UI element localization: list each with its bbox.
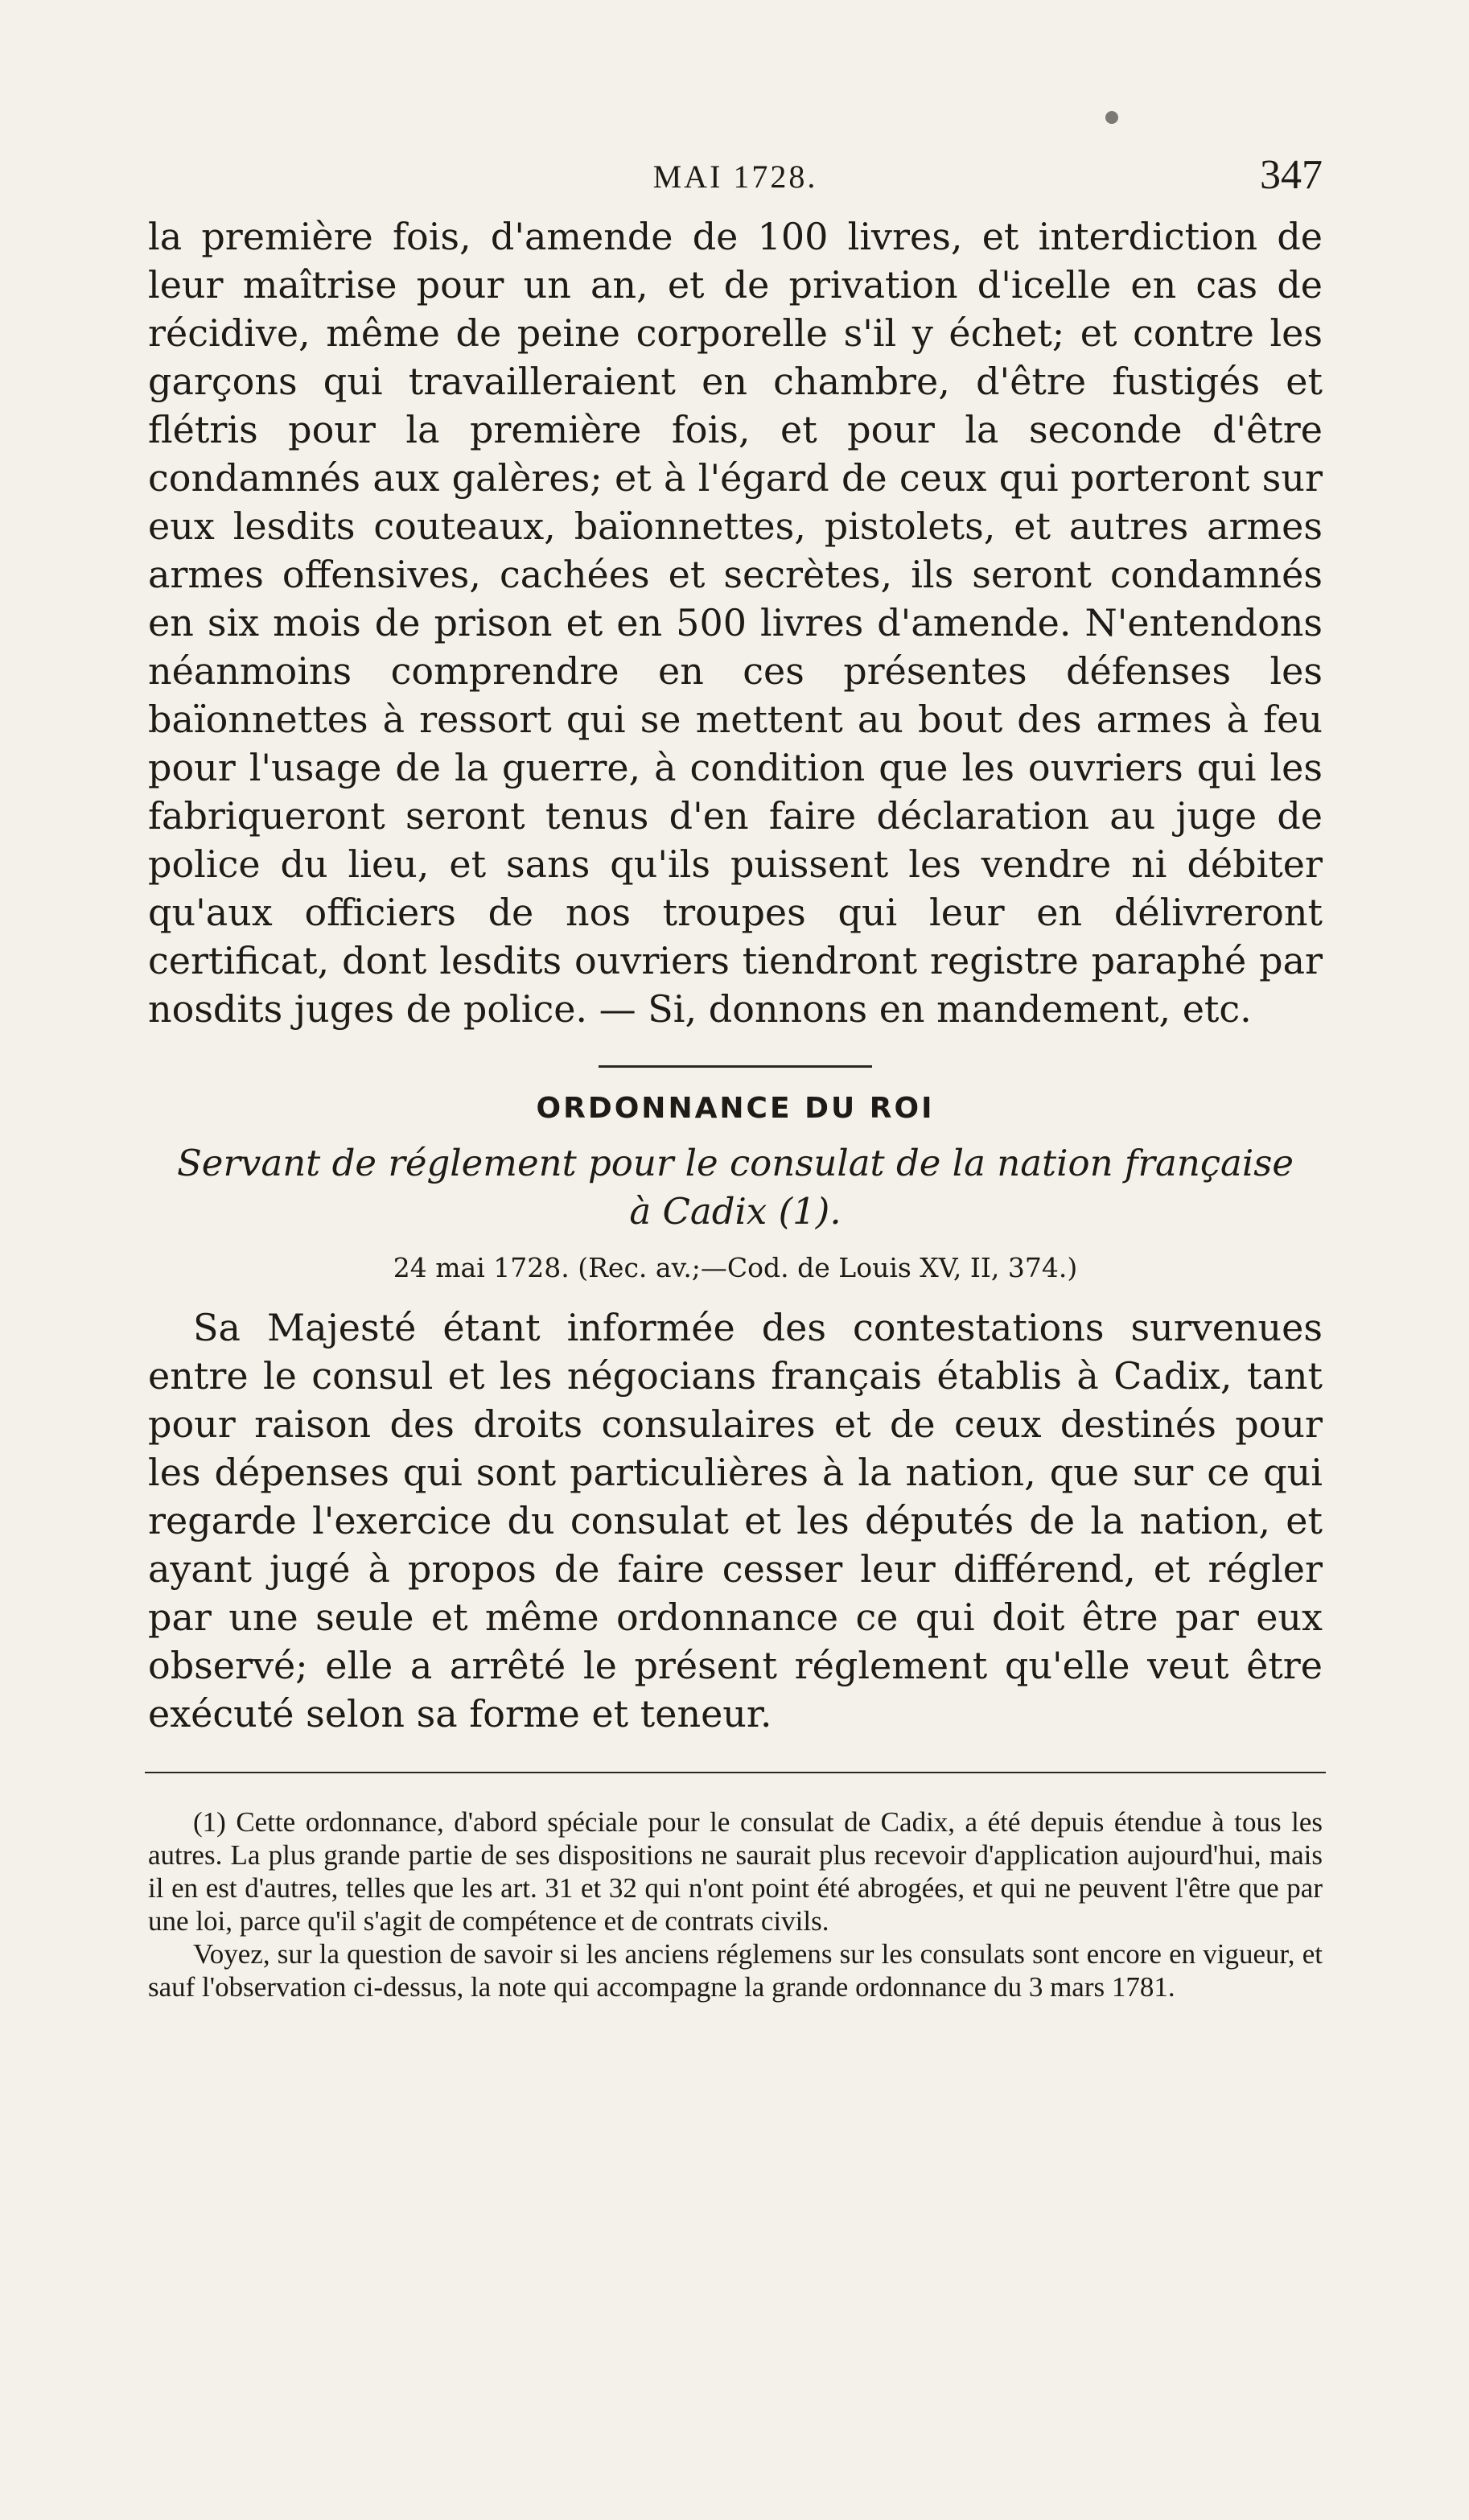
- ordinance-citation: 24 mai 1728. (Rec. av.;—Cod. de Louis XV, II, 374.): [393, 1252, 1078, 1283]
- ordinance-preamble: Sa Majesté étant informée des contestations survenues entre le consul et les négocians français établis à Cadix, tant pour raison des droits consulaires et de ceux destinés pour les dépenses qui sont particulières à la nation, que sur ce qui regarde l'exercice du consulat et les députés de la nation, et ayant jugé à propos de faire cesser leur différend, et régler par une seule et même ordonnance ce qui doit être par eux observé; elle a arrêté le présent réglement qu'elle veut être exécuté selon sa forme et teneur.: [148, 1306, 1323, 1736]
- running-title: MAI 1728.: [652, 159, 818, 195]
- ink-spot: [1105, 111, 1118, 124]
- footnotes: [148, 1806, 1323, 2003]
- ordinance-subtitle: Servant de réglement pour le consulat de la nation française à Cadix (1).: [176, 1142, 1294, 1233]
- continued-paragraph: la première fois, d'amende de 100 livres, et interdiction de leur maîtrise pour un an, et de privation d'icelle en cas de récidive, même de peine corporelle s'il y échet; et contre les garçons qui travailleraient en chambre, d'être fustigés et flétris pour la première fois, et pour la seconde d'être condamnés aux galères; et à l'égard de ceux qui porteront sur eux lesdits couteaux, baïonnettes, pistolets, et autres armes armes offensives, cachées et secrètes, ils seront condamnés en six mois de prison et en 500 livres d'amende. N'entendons néanmoins comprendre en ces présentes défenses les baïonnettes à ressort qui se mettent au bout des armes à feu pour l'usage de la guerre, à condition que les ouvriers qui les fabriqueront seront tenus d'en faire déclaration au juge de police du lieu, et sans qu'ils puissent les vendre ni débiter qu'aux officiers de nos troupes qui leur en délivreront certificat, dont lesdits ouvriers tiendront registre paraphé par nosdits juges de police. — Si, donnons en mandement, etc.: [148, 215, 1323, 1031]
- ordinance-heading: ORDONNANCE DU ROI: [536, 1092, 935, 1125]
- footnote-1: (1) Cette ordonnance, d'abord spéciale pour le consulat de Cadix, a été depuis étendue à tous les autres. La plus grande partie de ses dispositions ne saurait plus recevoir d'application aujourd'hui, mais il en est d'autres, telles que les art. 31 et 32 qui n'ont point été abrogées, et qui ne peuvent l'être que par une loi, parce qu'il s'agit de compétence et de contrats civils.: [148, 1806, 1323, 1937]
- footnote-2: Voyez, sur la question de savoir si les anciens réglemens sur les consulats sont encore en vigueur, et sauf l'observation ci-dessus, la note qui accompagne la grande ordonnance du 3 mars 1781.: [148, 1938, 1323, 2003]
- page-number: 347: [1260, 152, 1323, 198]
- book-page: [148, 151, 1323, 2003]
- running-head: [148, 151, 1323, 209]
- footnote-rule: [145, 1772, 1326, 1773]
- section-divider: [599, 1065, 872, 1068]
